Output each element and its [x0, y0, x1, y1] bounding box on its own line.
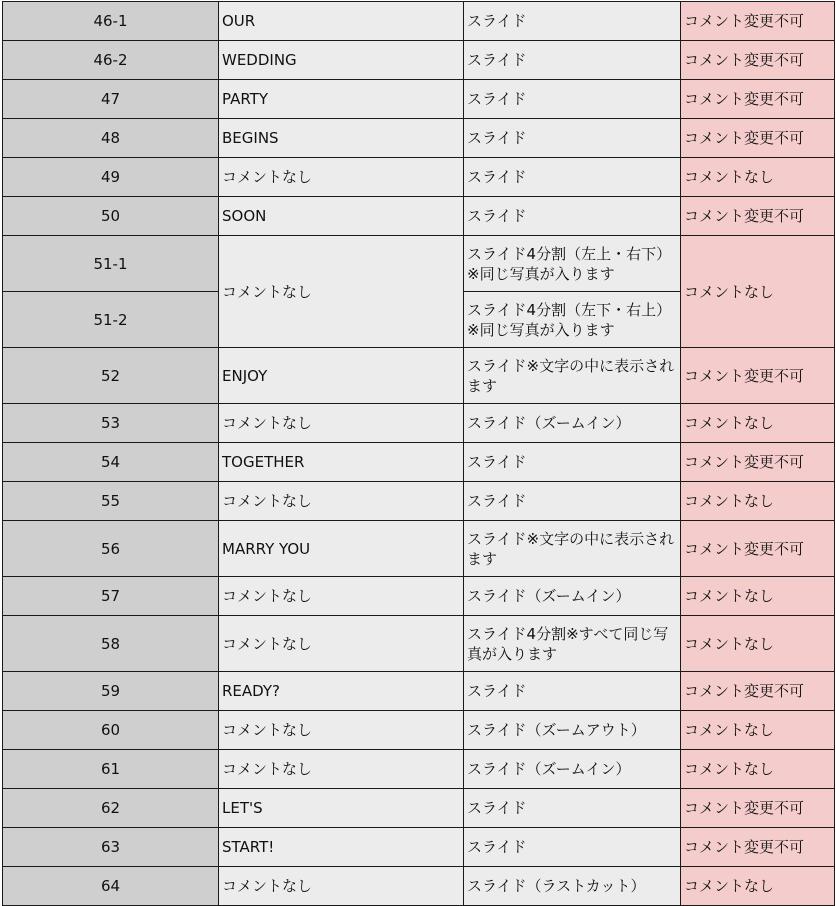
- type-cell: スライド: [464, 80, 681, 119]
- status-cell: コメントなし: [681, 750, 835, 789]
- status-cell: コメント変更不可: [681, 443, 835, 482]
- row-number-cell: 58: [3, 616, 219, 672]
- type-cell: スライド4分割（左下・右上）※同じ写真が入ります: [464, 292, 681, 348]
- type-cell: スライド: [464, 158, 681, 197]
- type-cell: スライド（ズームイン）: [464, 750, 681, 789]
- table-row: [3, 867, 835, 906]
- status-cell: コメント変更不可: [681, 2, 835, 41]
- type-cell: スライド: [464, 197, 681, 236]
- table-row: [3, 236, 835, 292]
- type-cell: スライド4分割※すべて同じ写真が入ります: [464, 616, 681, 672]
- table-row: [3, 158, 835, 197]
- row-number-cell: 53: [3, 404, 219, 443]
- comment-cell: コメントなし: [219, 404, 464, 443]
- comment-cell: コメントなし: [219, 711, 464, 750]
- row-number-cell: 64: [3, 867, 219, 906]
- status-cell: コメント変更不可: [681, 348, 835, 404]
- type-cell: スライド: [464, 789, 681, 828]
- comment-cell: SOON: [219, 197, 464, 236]
- row-number-cell: 57: [3, 577, 219, 616]
- status-cell: コメントなし: [681, 482, 835, 521]
- comment-cell: MARRY YOU: [219, 521, 464, 577]
- type-cell: スライド（ズームアウト）: [464, 711, 681, 750]
- comment-cell: TOGETHER: [219, 443, 464, 482]
- row-number-cell: 52: [3, 348, 219, 404]
- type-cell: スライド: [464, 2, 681, 41]
- table-row: [3, 616, 835, 672]
- table-row: [3, 80, 835, 119]
- comment-cell: コメントなし: [219, 867, 464, 906]
- comment-cell: コメントなし: [219, 577, 464, 616]
- type-cell: スライド※文字の中に表示されます: [464, 521, 681, 577]
- comment-cell: BEGINS: [219, 119, 464, 158]
- comment-cell: コメントなし: [219, 616, 464, 672]
- status-cell: コメントなし: [681, 158, 835, 197]
- comment-cell: OUR: [219, 2, 464, 41]
- table-row: [3, 404, 835, 443]
- comment-cell: START!: [219, 828, 464, 867]
- status-cell: コメント変更不可: [681, 80, 835, 119]
- row-number-cell: 51-1: [3, 236, 219, 292]
- status-cell: コメント変更不可: [681, 41, 835, 80]
- table-row: [3, 711, 835, 750]
- row-number-cell: 47: [3, 80, 219, 119]
- table-row: [3, 197, 835, 236]
- comment-cell: コメントなし: [219, 158, 464, 197]
- table-row: [3, 2, 835, 41]
- type-cell: スライド: [464, 828, 681, 867]
- table-row: [3, 41, 835, 80]
- table-row: [3, 828, 835, 867]
- comment-cell: コメントなし: [219, 750, 464, 789]
- type-cell: スライド（ズームイン）: [464, 404, 681, 443]
- status-cell: コメントなし: [681, 616, 835, 672]
- comment-cell: コメントなし: [219, 482, 464, 521]
- comment-cell: READY?: [219, 672, 464, 711]
- table-row: [3, 119, 835, 158]
- status-cell: コメント変更不可: [681, 828, 835, 867]
- type-cell: スライド: [464, 119, 681, 158]
- status-cell: コメント変更不可: [681, 672, 835, 711]
- status-cell: コメントなし: [681, 236, 835, 348]
- row-number-cell: 62: [3, 789, 219, 828]
- row-number-cell: 51-2: [3, 292, 219, 348]
- comment-cell: LET'S: [219, 789, 464, 828]
- table-row: [3, 789, 835, 828]
- type-cell: スライド: [464, 482, 681, 521]
- row-number-cell: 59: [3, 672, 219, 711]
- row-number-cell: 61: [3, 750, 219, 789]
- status-cell: コメントなし: [681, 711, 835, 750]
- comment-cell: ENJOY: [219, 348, 464, 404]
- row-number-cell: 49: [3, 158, 219, 197]
- table-row: [3, 577, 835, 616]
- slide-comment-table: [2, 1, 835, 906]
- type-cell: スライド: [464, 443, 681, 482]
- row-number-cell: 46-2: [3, 41, 219, 80]
- status-cell: コメントなし: [681, 867, 835, 906]
- table-row: [3, 521, 835, 577]
- status-cell: コメント変更不可: [681, 119, 835, 158]
- status-cell: コメント変更不可: [681, 521, 835, 577]
- row-number-cell: 56: [3, 521, 219, 577]
- table-row: [3, 750, 835, 789]
- type-cell: スライド: [464, 672, 681, 711]
- row-number-cell: 50: [3, 197, 219, 236]
- type-cell: スライド（ズームイン）: [464, 577, 681, 616]
- status-cell: コメント変更不可: [681, 789, 835, 828]
- status-cell: コメント変更不可: [681, 197, 835, 236]
- status-cell: コメントなし: [681, 577, 835, 616]
- row-number-cell: 63: [3, 828, 219, 867]
- row-number-cell: 46-1: [3, 2, 219, 41]
- row-number-cell: 54: [3, 443, 219, 482]
- table-row: [3, 443, 835, 482]
- type-cell: スライド: [464, 41, 681, 80]
- comment-cell: コメントなし: [219, 236, 464, 348]
- table-row: [3, 348, 835, 404]
- row-number-cell: 48: [3, 119, 219, 158]
- table-row: [3, 482, 835, 521]
- type-cell: スライド※文字の中に表示されます: [464, 348, 681, 404]
- type-cell: スライド4分割（左上・右下）※同じ写真が入ります: [464, 236, 681, 292]
- comment-cell: PARTY: [219, 80, 464, 119]
- comment-cell: WEDDING: [219, 41, 464, 80]
- type-cell: スライド（ラストカット）: [464, 867, 681, 906]
- row-number-cell: 60: [3, 711, 219, 750]
- row-number-cell: 55: [3, 482, 219, 521]
- table-row: [3, 672, 835, 711]
- status-cell: コメントなし: [681, 404, 835, 443]
